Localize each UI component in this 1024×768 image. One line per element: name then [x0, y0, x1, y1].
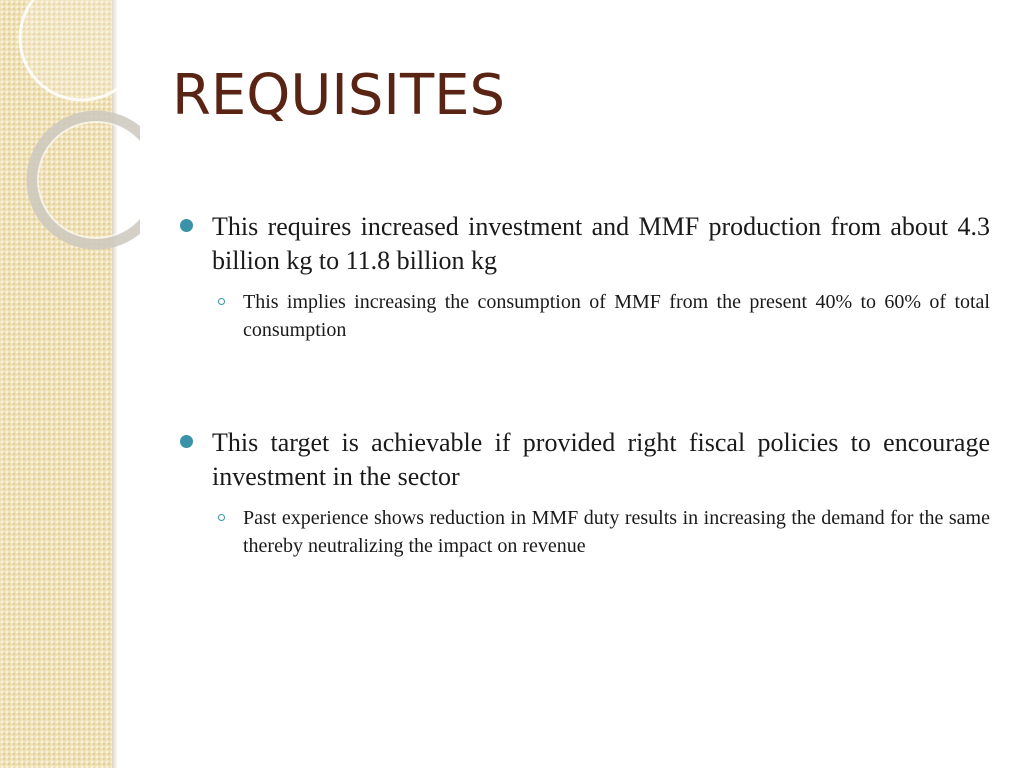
- slide-title: REQUISITES: [172, 63, 506, 128]
- slide-content: [180, 210, 990, 560]
- bullet-item: [180, 426, 990, 494]
- bullet-item: [180, 210, 990, 278]
- bullet-dot-icon: [180, 219, 193, 232]
- sub-bullet-item: [212, 504, 990, 560]
- sub-bullet-text: Past experience shows reduction in MMF duty results in increasing the demand for the same thereby neutralizing the impact on revenue: [243, 507, 990, 557]
- decorative-rings: [0, 0, 140, 260]
- spacer: [180, 344, 990, 426]
- sub-bullet-circle-icon: [218, 298, 225, 305]
- sub-bullet-item: [212, 288, 990, 344]
- bullet-text: This target is achievable if provided right fiscal policies to encourage investment in the sector: [212, 428, 990, 491]
- bullet-dot-icon: [180, 435, 193, 448]
- sub-bullet-text: This implies increasing the consumption of MMF from the present 40% to 60% of total consumption: [243, 291, 990, 341]
- sub-bullet-circle-icon: [218, 514, 225, 521]
- decorative-ring-bottom: [32, 116, 140, 244]
- decorative-ring-bottom-highlight: [38, 122, 140, 238]
- decorative-ring-top: [20, 0, 140, 100]
- bullet-text: This requires increased investment and MMF production from about 4.3 billion kg to 11.8 billion kg: [212, 212, 990, 275]
